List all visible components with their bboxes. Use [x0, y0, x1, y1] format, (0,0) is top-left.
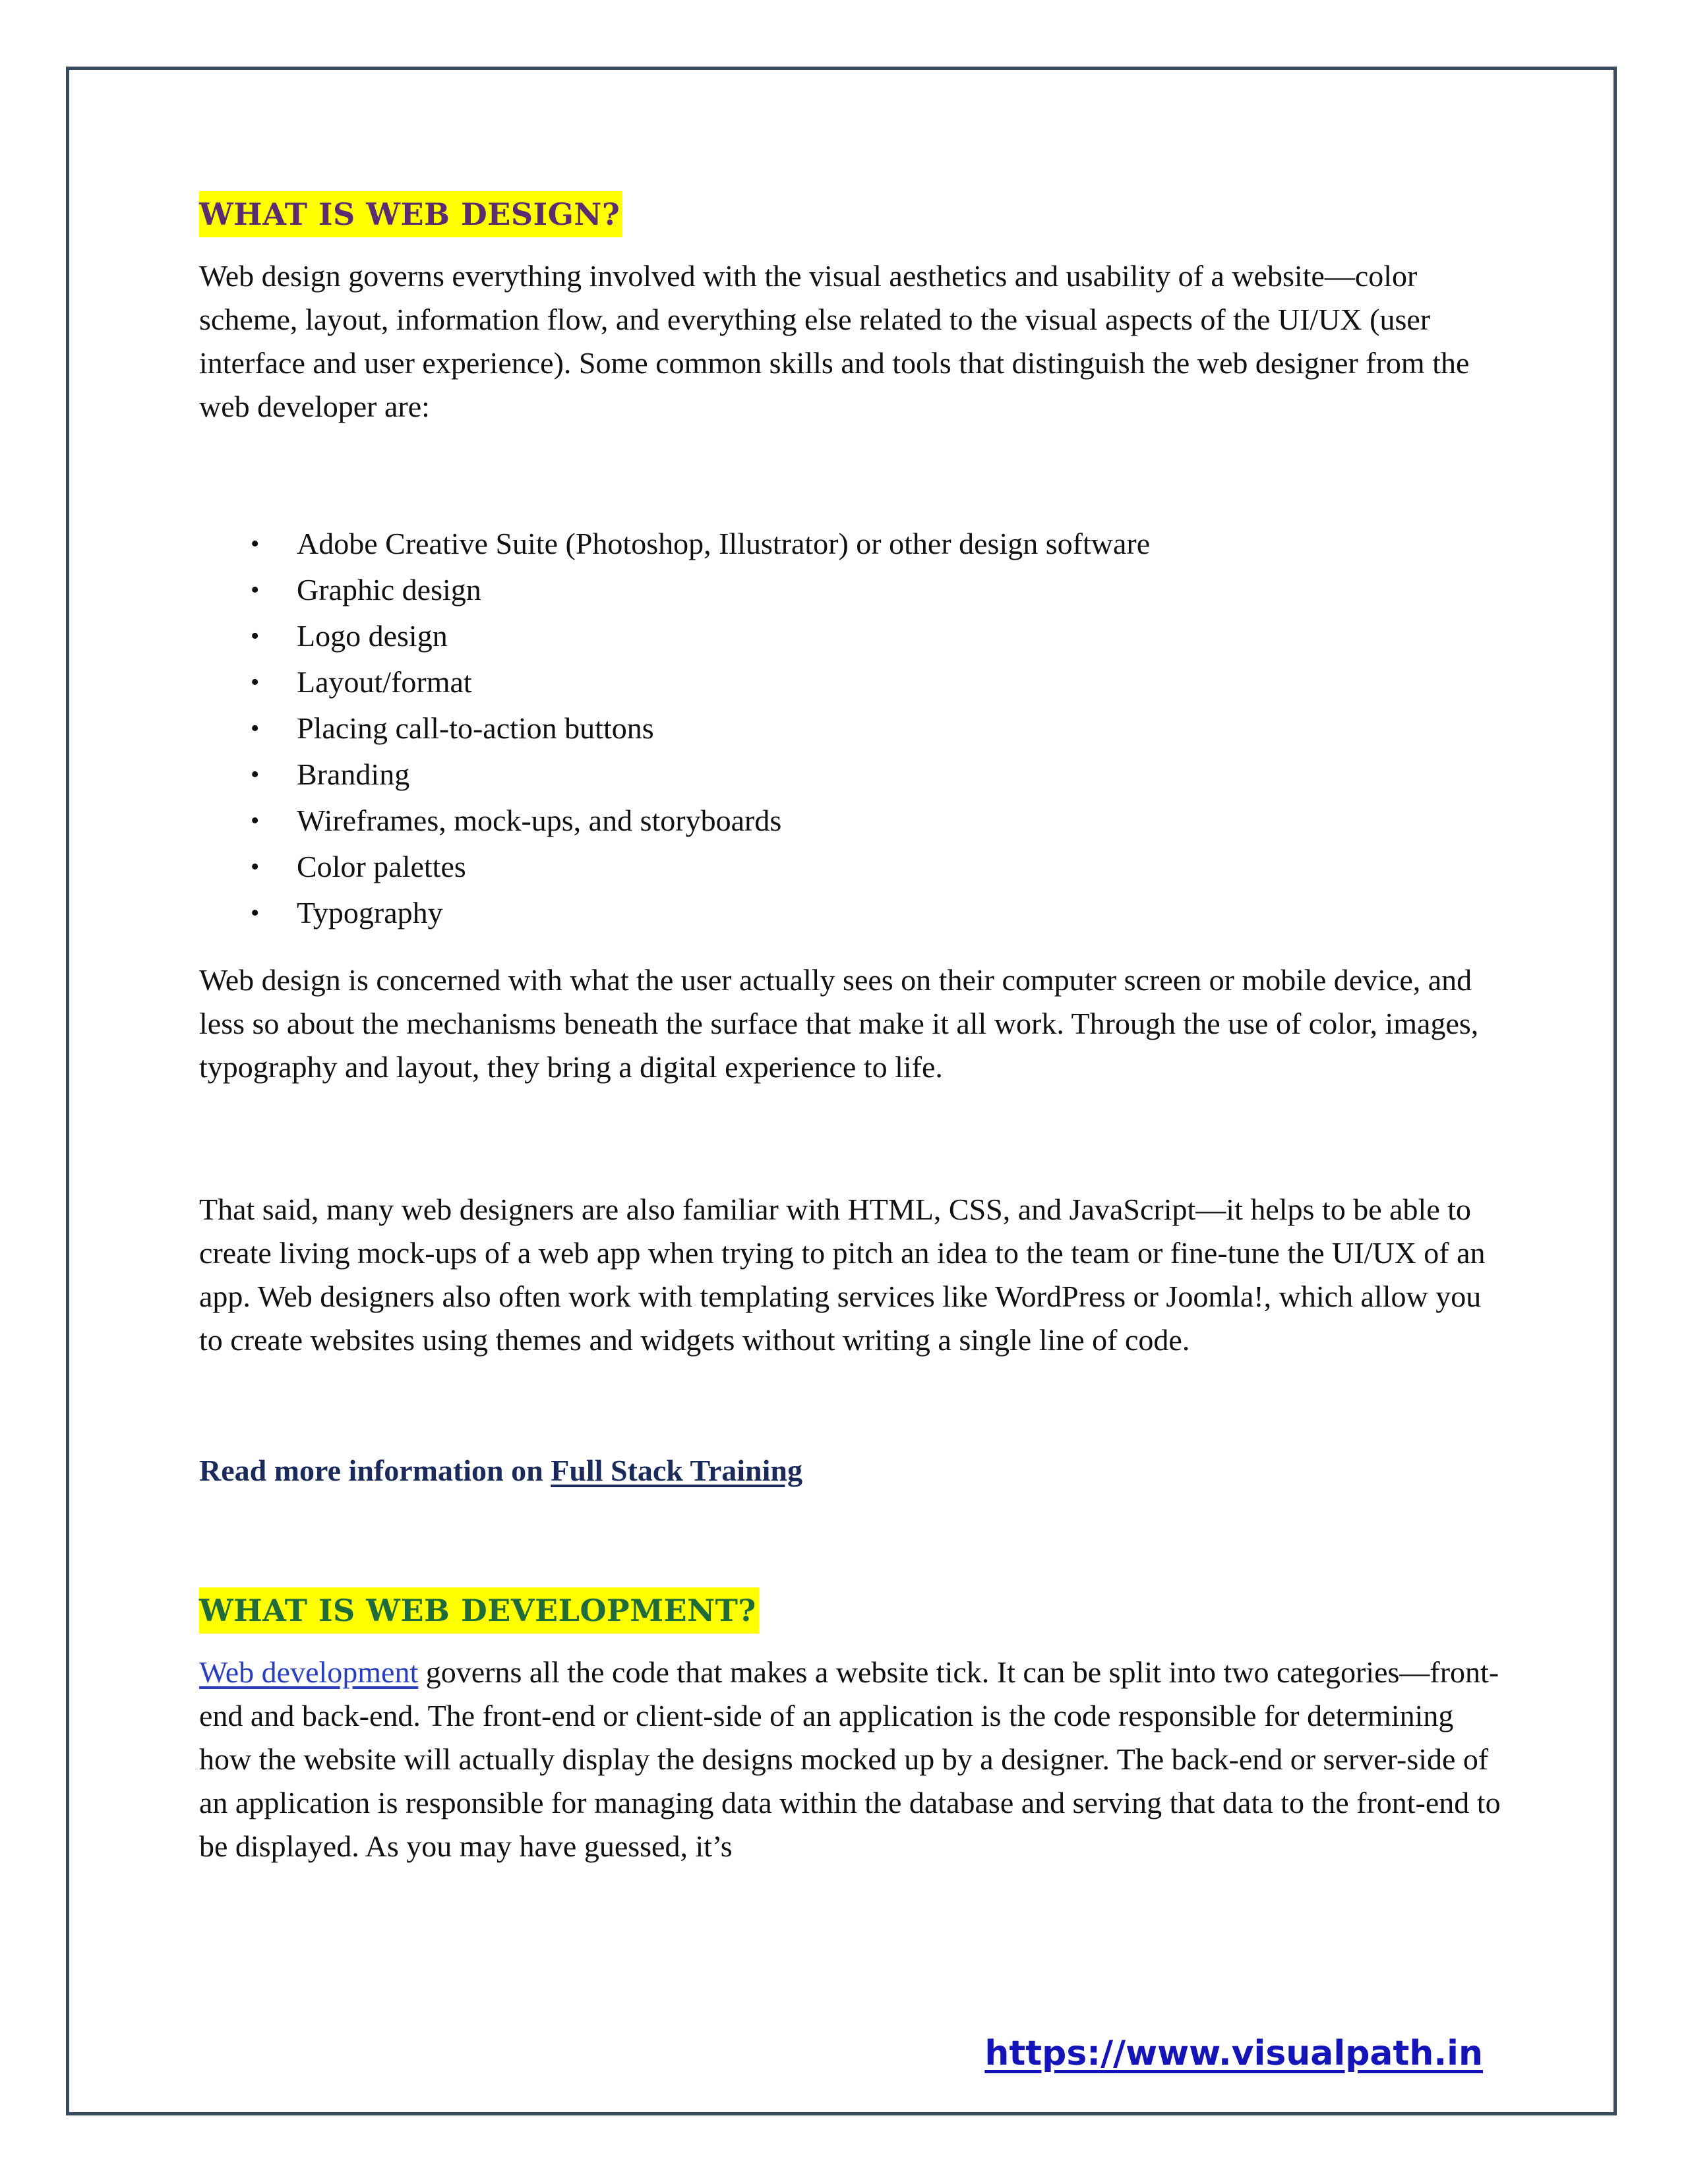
heading-web-development: WHAT IS WEB DEVELOPMENT? [199, 1587, 759, 1634]
list-item: • Typography [199, 890, 1511, 936]
bullet-icon: • [251, 622, 260, 650]
document-content [199, 191, 1511, 1868]
web-development-paragraph [199, 1651, 1511, 1868]
bullet-icon: • [251, 576, 260, 604]
bullet-icon: • [251, 530, 260, 558]
read-more-prefix: Read more information on [199, 1454, 551, 1487]
skills-list [199, 521, 1511, 936]
bullet-icon: • [251, 668, 260, 696]
web-design-intro: Web design governs everything involved with the visual aesthetics and usability of a website—color scheme, layout, information flow, and everything else related to the visual aspects of the UI/UX (user interface and user experience). Some common skills and tools that distinguish the web designer from the web developer are: [199, 259, 1470, 423]
bullet-icon: • [251, 853, 260, 881]
web-design-paragraph-3: That said, many web designers are also familiar with HTML, CSS, and JavaScript—it helps to be able to create living mock-ups of a web app when trying to pitch an idea to the team or fine-tune the UI/UX of an app. Web designers also often work with templating services like WordPress or Joomla!, which allow you to create websites using themes and widgets without writing a single line of code. [199, 1193, 1486, 1357]
footer-website-link[interactable]: https://www.visualpath.in [984, 2034, 1483, 2073]
bullet-icon: • [251, 715, 260, 742]
web-development-link[interactable]: Web development [199, 1655, 419, 1689]
bullet-icon: • [251, 807, 260, 835]
list-item: • Adobe Creative Suite (Photoshop, Illustrator) or other design software [199, 521, 1511, 567]
list-item: • Layout/format [199, 659, 1511, 705]
heading-web-design: WHAT IS WEB DESIGN? [199, 191, 622, 237]
list-item: • Color palettes [199, 844, 1511, 890]
bullet-icon: • [251, 761, 260, 788]
full-stack-training-link[interactable]: Full Stack Training [551, 1454, 802, 1487]
web-development-text: governs all the code that makes a website tick. It can be split into two categories—front-end and back-end. The front-end or client-side of an application is the code responsible for determining how the website will actually display the designs mocked up by a designer. The back-end or server-side of an application is responsible for managing data within the database and serving that data to the front-end to be displayed. As you may have guessed, it’s [199, 1655, 1501, 1863]
bullet-icon: • [251, 899, 260, 927]
read-more-line [199, 1449, 1511, 1492]
list-item: • Branding [199, 752, 1511, 798]
list-item: • Logo design [199, 613, 1511, 659]
list-item: • Graphic design [199, 567, 1511, 613]
list-item: • Placing call-to-action buttons [199, 705, 1511, 752]
web-design-paragraph-2: Web design is concerned with what the user actually sees on their computer screen or mobile device, and less so about the mechanisms beneath the surface that make it all work. Through the use of color, images, typography and layout, they bring a digital experience to life. [199, 963, 1479, 1084]
list-item: • Wireframes, mock-ups, and storyboards [199, 798, 1511, 844]
